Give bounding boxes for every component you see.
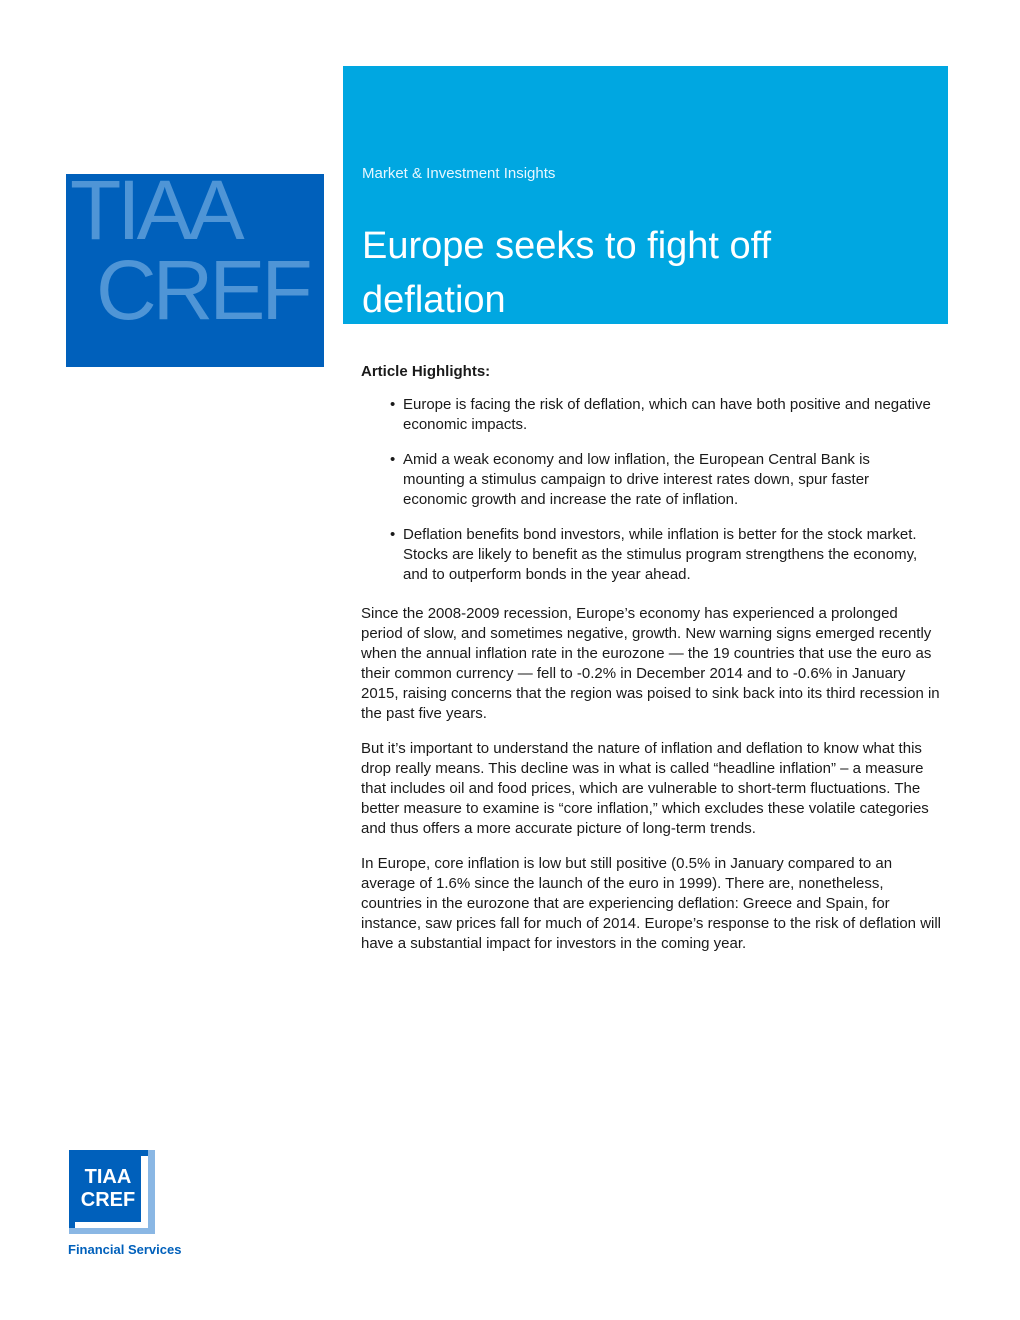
logo-text-tiaa: TIAA bbox=[84, 1166, 132, 1188]
logo-square bbox=[75, 1156, 141, 1222]
highlights-list bbox=[361, 395, 943, 585]
bullet-icon: • bbox=[390, 396, 396, 413]
logo-text-cref: CREF bbox=[80, 1189, 136, 1211]
paragraph: But it’s important to understand the nature of inflation and deflation to know what this drop really means. This decline was in what is called “headline inflation” – a measure that includes oil and food prices, which are vulnerable to short-term fluctuations. The better measure to examine is “core inflation,” which excludes these volatile categories and thus offers a more accurate picture of long-term trends. bbox=[361, 740, 929, 837]
highlight-text: Europe is facing the risk of deflation, which can have both positive and negative economic impacts. bbox=[403, 396, 931, 433]
logo-caption: Financial Services bbox=[68, 1242, 182, 1257]
highlights-heading: Article Highlights: bbox=[361, 363, 491, 380]
series-label: Market & Investment Insights bbox=[362, 165, 556, 182]
highlight-text: Amid a weak economy and low inflation, the European Central Bank is mounting a stimulus campaign to drive interest rates down, spur faster economic growth and increase the rate of inflation. bbox=[403, 451, 870, 508]
footer-logo bbox=[68, 1150, 188, 1260]
bullet-icon: • bbox=[390, 451, 396, 468]
bullet-icon: • bbox=[390, 526, 396, 543]
paragraph: Since the 2008-2009 recession, Europe’s economy has experienced a prolonged period of slow, and sometimes negative, growth. New warning signs emerged recently when the annual inflation rate in the eurozone — the 19 countries that use the euro as their common currency — fell to -0.2% in December 2014 and to -0.6% in January 2015, raising concerns that the region was poised to sink back into its third recession in the past five years. bbox=[361, 605, 940, 722]
list-item bbox=[361, 395, 943, 435]
logo-frame-bottom bbox=[69, 1228, 155, 1234]
side-logo-tiaa: TIAA bbox=[70, 174, 241, 257]
side-logo-cref: CREF bbox=[96, 243, 309, 337]
paragraph: In Europe, core inflation is low but still positive (0.5% in January compared to an average of 1.6% since the launch of the euro in 1999). There are, nonetheless, countries in the eurozone that are experiencing deflation: Greece and Spain, for instance, saw prices fall for much of 2014. Europe’s response to the risk of deflation will have a substantial impact for investors in the coming year. bbox=[361, 855, 942, 952]
list-item bbox=[361, 450, 943, 510]
header-panel bbox=[343, 66, 948, 324]
page-title: Europe seeks to fight off deflation bbox=[362, 225, 772, 321]
logo-frame-right bbox=[148, 1150, 155, 1234]
highlight-text: Deflation benefits bond investors, while inflation is better for the stock market. Stocks are likely to benefit as the stimulus program strengthens the economy, and to outperform bonds in the year ahead. bbox=[403, 526, 918, 583]
list-item bbox=[361, 525, 943, 585]
side-logo-block bbox=[66, 174, 324, 367]
article-body bbox=[361, 362, 943, 969]
